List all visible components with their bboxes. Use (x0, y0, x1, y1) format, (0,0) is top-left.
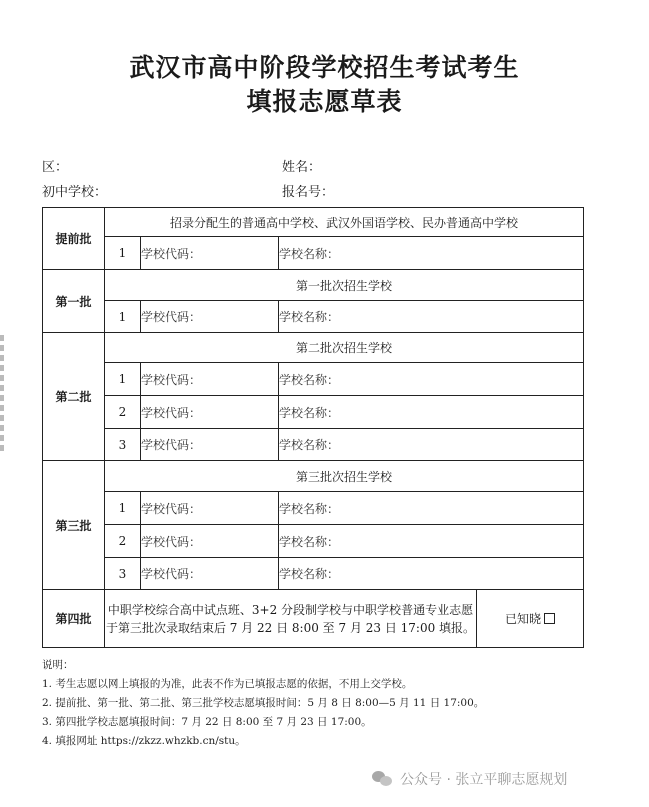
binding-edge-mark (0, 335, 4, 455)
volunteer-form-table (42, 207, 584, 648)
school-name-field[interactable]: 学校名称： (279, 396, 584, 429)
row-number: 1 (105, 492, 141, 525)
fourth-batch-notice (105, 590, 477, 648)
school-code-field[interactable]: 学校代码： (141, 525, 279, 558)
first-batch-header: 第一批次招生学校 (105, 270, 584, 301)
fourth-batch-notice-line1: 中职学校综合高中试点班、3+2 分段制学校与中职学校普通专业志愿 (107, 602, 474, 617)
school-code-field[interactable]: 学校代码： (141, 492, 279, 525)
row-number: 1 (105, 301, 141, 333)
watermark-text: 公众号 · 张立平聊志愿规划 (400, 772, 568, 788)
notes-heading: 说明： (42, 659, 74, 671)
first-batch-header-row (43, 270, 584, 301)
form-title-line1: 武汉市高中阶段学校招生考试考生 (129, 53, 520, 82)
school-name-field[interactable]: 学校名称： (279, 525, 584, 558)
note-item: 2. 提前批、第一批、第二批、第三批学校志愿填报时间：5 月 8 日 8:00—5 月 11 日 17:00。 (42, 697, 485, 709)
form-title-line2: 填报志愿草表 (246, 87, 403, 116)
row-number: 3 (105, 429, 141, 461)
table-row (43, 492, 584, 525)
table-row (43, 237, 584, 270)
row-number: 2 (105, 525, 141, 558)
third-batch-header-row (43, 461, 584, 492)
table-row (43, 396, 584, 429)
batch-label-first: 第一批 (43, 270, 105, 333)
row-number: 1 (105, 237, 141, 270)
table-row (43, 525, 584, 558)
acknowledge-checkbox[interactable] (544, 613, 555, 624)
table-row (43, 429, 584, 461)
school-name-field[interactable]: 学校名称： (279, 492, 584, 525)
registration-number-label: 报名号： (282, 185, 335, 200)
acknowledge-label: 已知晓 (505, 612, 542, 626)
school-code-field[interactable]: 学校代码： (141, 363, 279, 396)
early-batch-header-row (43, 208, 584, 237)
wechat-icon (372, 771, 394, 787)
table-row (43, 301, 584, 333)
row-number: 2 (105, 396, 141, 429)
early-batch-header: 招录分配生的普通高中学校、武汉外国语学校、民办普通高中学校 (105, 208, 584, 237)
school-code-field[interactable]: 学校代码： (141, 429, 279, 461)
fourth-batch-notice-line2: 于第三批次录取结束后 7 月 22 日 8:00 至 7 月 23 日 17:00 填报。 (105, 620, 476, 635)
middle-school-label: 初中学校： (42, 185, 108, 200)
school-name-field[interactable]: 学校名称： (279, 301, 584, 333)
school-code-field[interactable]: 学校代码： (141, 301, 279, 333)
second-batch-header-row (43, 333, 584, 363)
batch-label-third: 第三批 (43, 461, 105, 590)
school-code-field[interactable]: 学校代码： (141, 396, 279, 429)
batch-label-early: 提前批 (43, 208, 105, 270)
note-item: 4. 填报网址 https://zkzz.whzkb.cn/stu。 (42, 735, 246, 747)
note-item: 3. 第四批学校志愿填报时间：7 月 22 日 8:00 至 7 月 23 日 17:00。 (42, 716, 372, 728)
third-batch-header: 第三批次招生学校 (105, 461, 584, 492)
school-name-field[interactable]: 学校名称： (279, 363, 584, 396)
note-item: 1. 考生志愿以网上填报的为准，此表不作为已填报志愿的依据，不用上交学校。 (42, 678, 413, 690)
district-label: 区： (42, 160, 69, 175)
batch-label-second: 第二批 (43, 333, 105, 461)
table-row (43, 363, 584, 396)
school-code-field[interactable]: 学校代码： (141, 237, 279, 270)
school-code-field[interactable]: 学校代码： (141, 558, 279, 590)
fourth-batch-row (43, 590, 584, 648)
school-name-field[interactable]: 学校名称： (279, 429, 584, 461)
school-name-field[interactable]: 学校名称： (279, 558, 584, 590)
row-number: 1 (105, 363, 141, 396)
watermark (372, 768, 567, 790)
school-name-field[interactable]: 学校名称： (279, 237, 584, 270)
second-batch-header: 第二批次招生学校 (105, 333, 584, 363)
batch-label-fourth: 第四批 (43, 590, 105, 648)
acknowledge-cell (477, 590, 584, 648)
table-row (43, 558, 584, 590)
name-label: 姓名： (282, 160, 322, 175)
row-number: 3 (105, 558, 141, 590)
notes-section (42, 656, 484, 751)
